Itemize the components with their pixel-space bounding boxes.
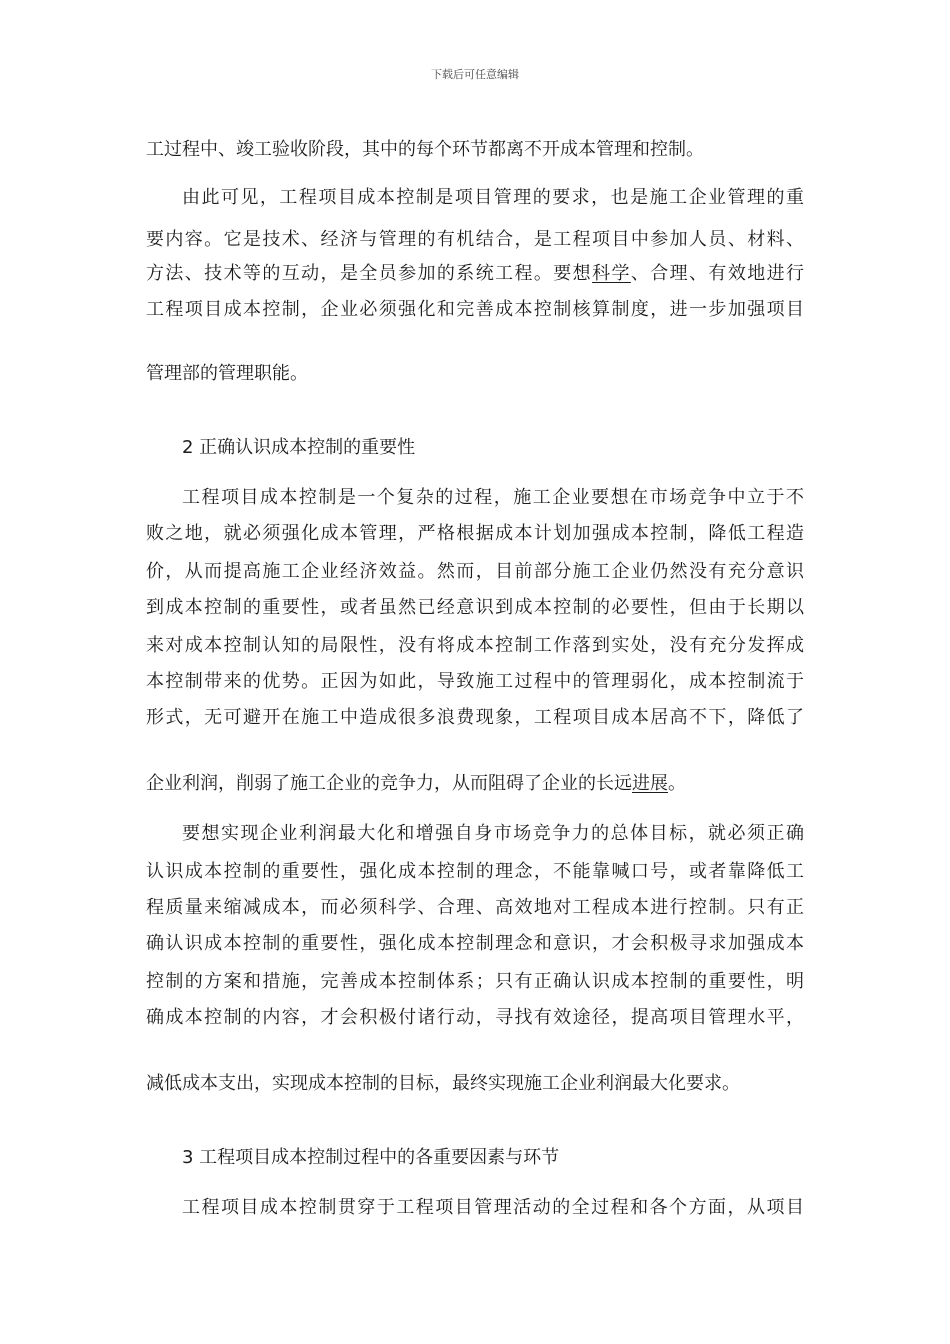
section-heading: 2 正确认识成本控制的重要性 — [182, 437, 416, 458]
paragraph-line: 到成本控制的重要性，或者虽然已经意识到成本控制的必要性，但由于长期以 — [146, 597, 804, 618]
paragraph-line: 败之地，就必须强化成本管理，严格根据成本计划加强成本控制，降低工程造 — [146, 523, 804, 544]
paragraph-line: 管理部的管理职能。 — [146, 363, 308, 384]
link-jinzhan[interactable]: 进展 — [632, 773, 668, 794]
paragraph-line: 减低成本支出，实现成本控制的目标，最终实现施工企业利润最大化要求。 — [146, 1073, 740, 1094]
paragraph-line: 形式，无可避开在施工中造成很多浪费现象，工程项目成本居高不下，降低了 — [146, 707, 804, 728]
paragraph-line: 来对成本控制认知的局限性，没有将成本控制工作落到实处，没有充分发挥成 — [146, 635, 804, 656]
text-segment: 、合理、有效地进行 — [630, 263, 805, 284]
paragraph-line — [146, 772, 686, 796]
paragraph-line: 工程项目成本控制是一个复杂的过程，施工企业要想在市场竞争中立于不 — [182, 487, 804, 508]
paragraph-line: 要内容。它是技术、经济与管理的有机结合，是工程项目中参加人员、材料、 — [146, 229, 804, 250]
paragraph-line: 控制的方案和措施，完善成本控制体系；只有正确认识成本控制的重要性，明 — [146, 971, 804, 992]
page-header: 下载后可任意编辑 — [431, 68, 519, 81]
paragraph-line: 确成本控制的内容，才会积极付诸行动，寻找有效途径，提高项目管理水平， — [146, 1007, 804, 1028]
paragraph-line: 本控制带来的优势。正因为如此，导致施工过程中的管理弱化，成本控制流于 — [146, 671, 804, 692]
paragraph-line: 工过程中、竣工验收阶段，其中的每个环节都离不开成本管理和控制。 — [146, 139, 704, 160]
paragraph-line: 工程项目成本控制，企业必须强化和完善成本控制核算制度，进一步加强项目 — [146, 299, 804, 320]
text-segment: 企业利润，削弱了施工企业的竞争力，从而阻碍了企业的长远 — [146, 773, 632, 794]
paragraph-line: 认识成本控制的重要性，强化成本控制的理念，不能靠喊口号，或者靠降低工 — [146, 861, 804, 882]
text-segment: 。 — [668, 773, 686, 794]
paragraph-line — [146, 262, 804, 286]
text-segment: 方法、技术等的互动，是全员参加的系统工程。要想 — [146, 263, 593, 284]
section-heading: 3 工程项目成本控制过程中的各重要因素与环节 — [182, 1147, 560, 1168]
link-kexue[interactable]: 科学 — [592, 263, 631, 284]
paragraph-line: 工程项目成本控制贯穿于工程项目管理活动的全过程和各个方面，从项目 — [182, 1197, 804, 1218]
paragraph-line: 价，从而提高施工企业经济效益。然而，目前部分施工企业仍然没有充分意识 — [146, 561, 804, 582]
paragraph-line: 程质量来缩减成本，而必须科学、合理、高效地对工程成本进行控制。只有正 — [146, 897, 804, 918]
paragraph-line: 要想实现企业利润最大化和增强自身市场竞争力的总体目标，就必须正确 — [182, 823, 804, 844]
paragraph-line: 由此可见，工程项目成本控制是项目管理的要求，也是施工企业管理的重 — [182, 187, 804, 208]
paragraph-line: 确认识成本控制的重要性，强化成本控制理念和意识，才会积极寻求加强成本 — [146, 933, 804, 954]
